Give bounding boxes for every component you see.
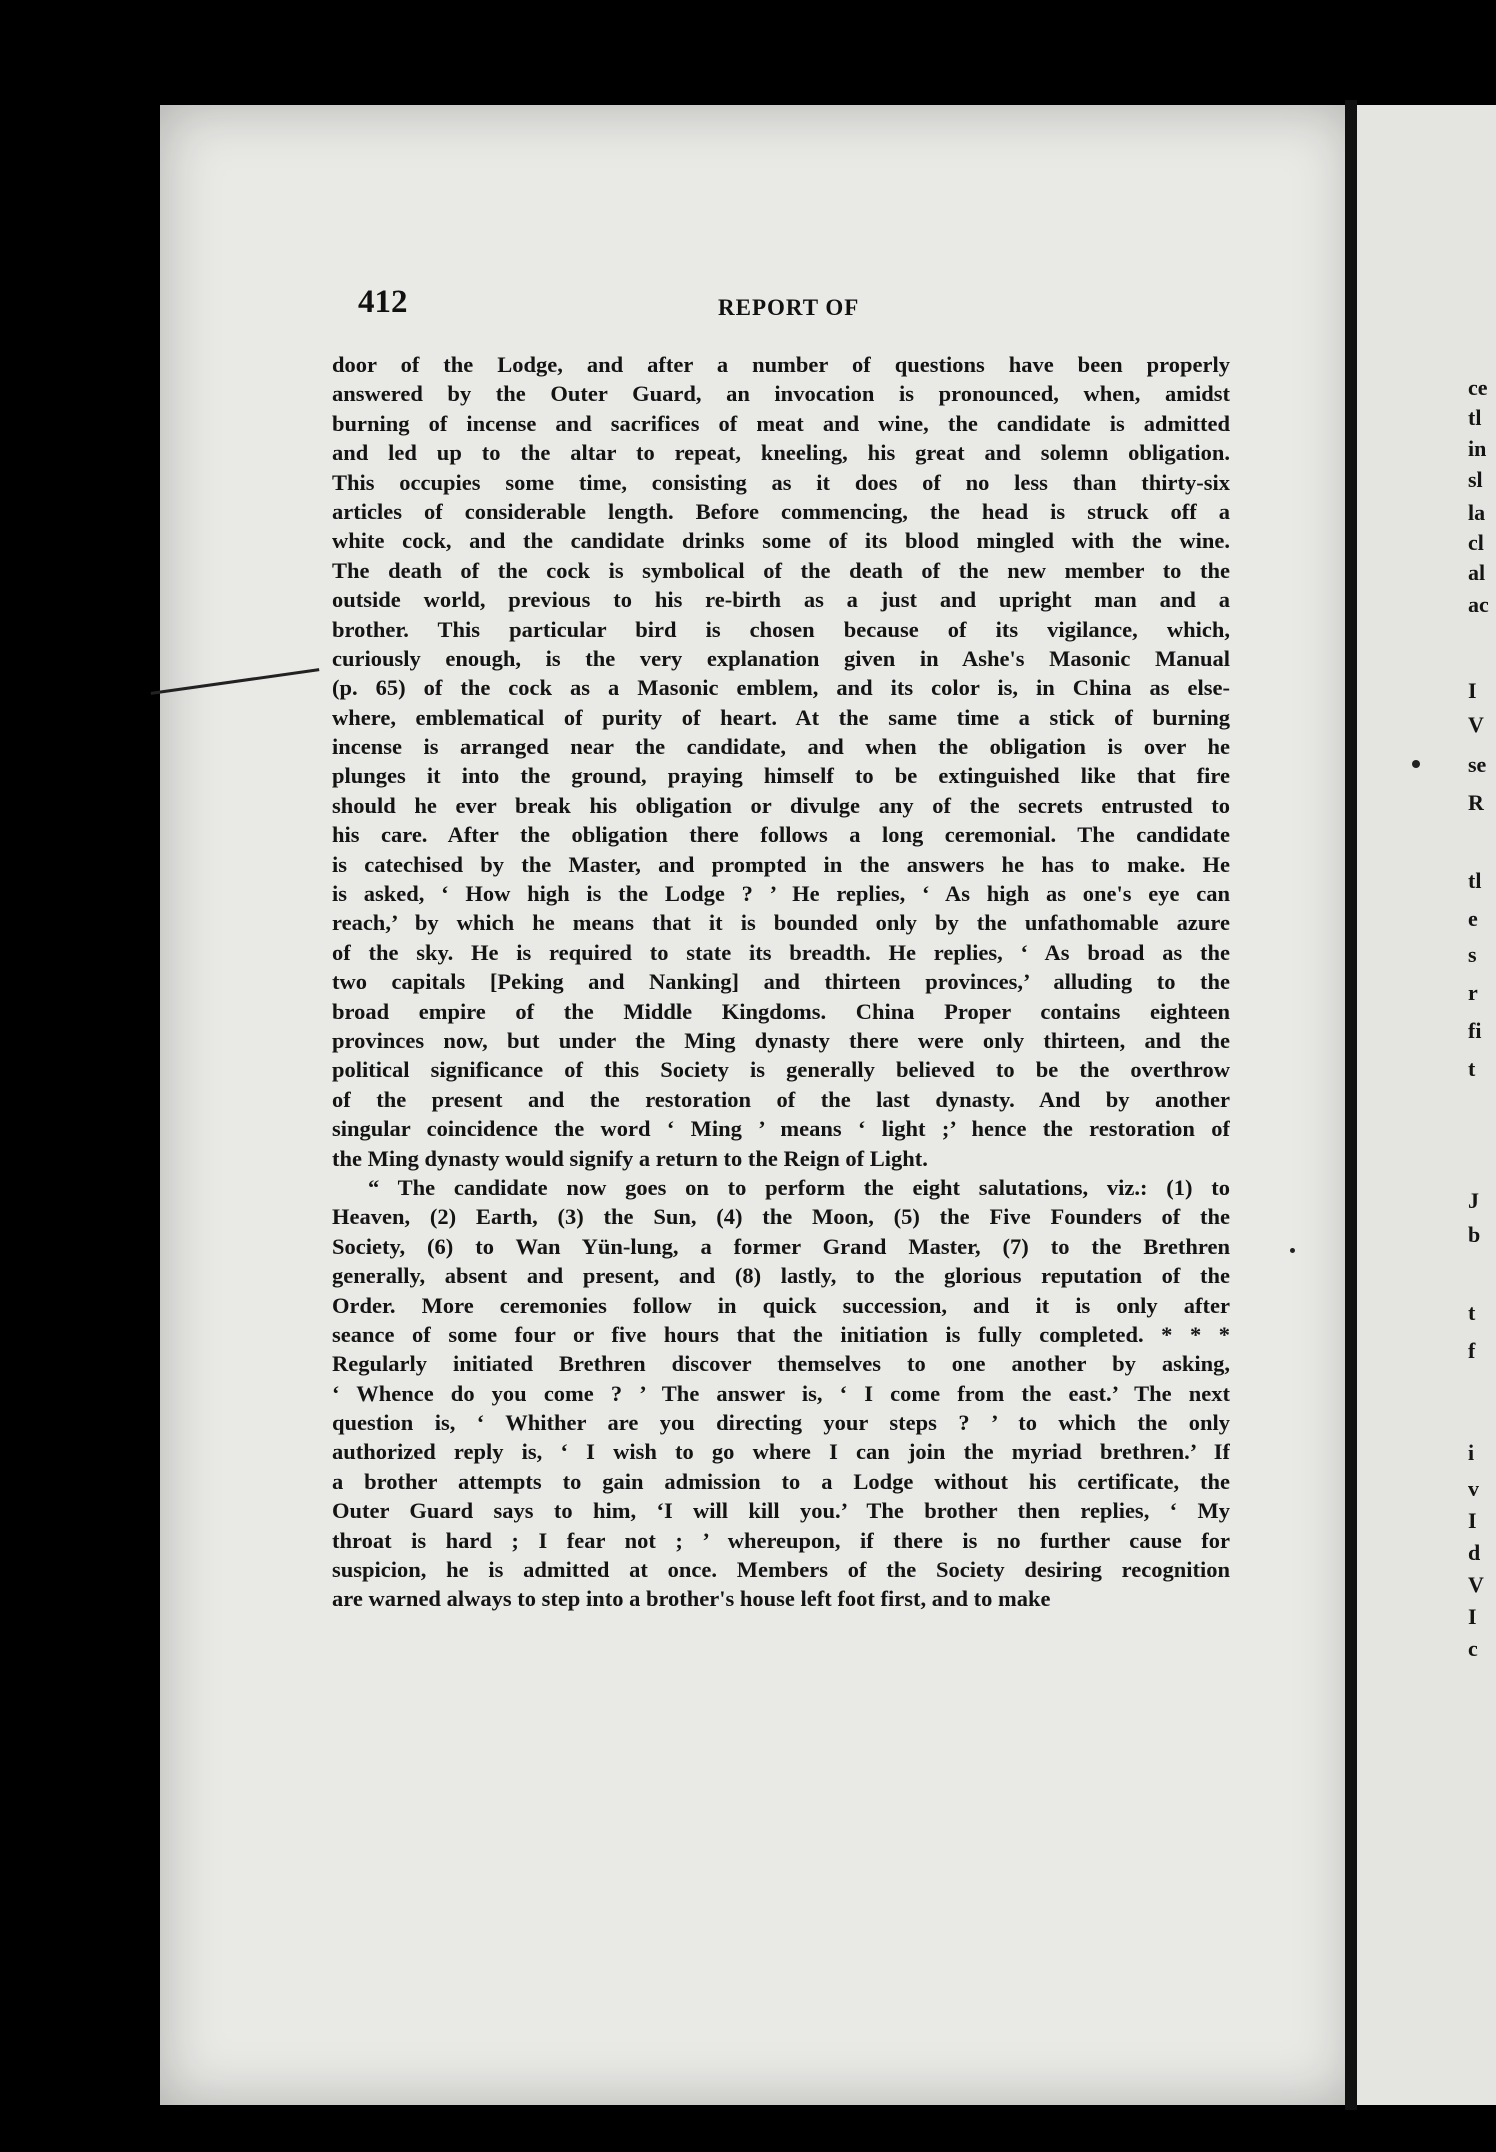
text-line: broad empire of the Middle Kingdoms. China Proper contains eighteen <box>332 998 1230 1024</box>
book-gutter <box>1345 100 1357 2110</box>
facing-page-fragment: f <box>1468 1338 1476 1363</box>
text-line: brother. This particular bird is chosen because of its vigilance, which, <box>332 616 1230 642</box>
body-text <box>332 350 1230 1614</box>
facing-page-fragment: t <box>1468 1056 1476 1081</box>
facing-page-fragment: tl <box>1468 405 1482 430</box>
text-line: ‘ Whence do you come ? ’ The answer is, ‘ I come from the east.’ The next <box>332 1380 1230 1406</box>
facing-page-fragment: ac <box>1468 592 1489 617</box>
facing-page-fragment: i <box>1468 1440 1475 1465</box>
facing-page-fragment: al <box>1468 560 1486 585</box>
text-line: Order. More ceremonies follow in quick succession, and it is only after <box>332 1292 1230 1318</box>
text-line: curiously enough, is the very explanation given in Ashe's Masonic Manual <box>332 645 1230 671</box>
text-line: singular coincidence the word ‘ Ming ’ means ‘ light ;’ hence the restoration of <box>332 1116 1230 1142</box>
scan-mark <box>1412 760 1420 768</box>
facing-page-fragment: r <box>1468 980 1478 1005</box>
facing-page-fragment: in <box>1468 436 1487 461</box>
facing-page-fragment: I <box>1468 678 1477 703</box>
facing-page-fragment: s <box>1468 942 1477 967</box>
running-head: REPORT OF <box>718 295 860 320</box>
facing-page-fragment: I <box>1468 1604 1477 1629</box>
text-line: Society, (6) to Wan Yün-lung, a former Grand Master, (7) to the Brethren <box>332 1233 1230 1259</box>
text-line: authorized reply is, ‘ I wish to go where I can join the myriad brethren.’ If <box>332 1439 1230 1465</box>
facing-page-fragments <box>1468 0 1496 2152</box>
page-header <box>358 284 1258 324</box>
text-line: Outer Guard says to him, ‘I will kill you.’ The brother then replies, ‘ My <box>332 1498 1230 1524</box>
text-line: and led up to the altar to repeat, kneeling, his great and solemn obligation. <box>332 440 1230 466</box>
text-line: The death of the cock is symbolical of the death of the new member to the <box>332 557 1230 583</box>
facing-page-fragment: tl <box>1468 868 1482 893</box>
text-line: where, emblematical of purity of heart. At the same time a stick of burning <box>332 704 1230 730</box>
facing-page-fragment: J <box>1468 1188 1479 1213</box>
text-line: “ The candidate now goes on to perform the eight salutations, viz.: (1) to <box>368 1174 1230 1200</box>
text-line: outside world, previous to his re-birth as a just and upright man and a <box>332 587 1230 613</box>
text-line: of the sky. He is required to state its breadth. He replies, ‘ As broad as the <box>332 939 1230 965</box>
text-line: are warned always to step into a brother's house left foot first, and to make <box>332 1586 1051 1612</box>
text-line: door of the Lodge, and after a number of questions have been properly <box>332 352 1230 377</box>
text-line: provinces now, but under the Ming dynasty there were only thirteen, and the <box>332 1027 1230 1053</box>
text-line: answered by the Outer Guard, an invocation is pronounced, when, amidst <box>332 381 1230 407</box>
facing-page-fragment: cl <box>1468 530 1484 555</box>
text-line: burning of incense and sacrifices of meat and wine, the candidate is admitted <box>332 410 1230 436</box>
text-line: two capitals [Peking and Nanking] and thirteen provinces,’ alluding to the <box>332 969 1230 995</box>
facing-page-fragment: t <box>1468 1300 1476 1325</box>
text-line: a brother attempts to gain admission to a Lodge without his certificate, the <box>332 1468 1230 1494</box>
text-line: incense is arranged near the candidate, and when the obligation is over he <box>332 734 1230 760</box>
text-line: articles of considerable length. Before commencing, the head is struck off a <box>332 498 1230 524</box>
facing-page-fragment: I <box>1468 1508 1477 1533</box>
text-line: generally, absent and present, and (8) lastly, to the glorious reputation of the <box>332 1263 1230 1289</box>
text-line: Regularly initiated Brethren discover themselves to one another by asking, <box>332 1351 1230 1377</box>
text-line: Heaven, (2) Earth, (3) the Sun, (4) the Moon, (5) the Five Founders of the <box>332 1204 1230 1230</box>
text-line: his care. After the obligation there follows a long ceremonial. The candidate <box>332 822 1230 848</box>
facing-page-fragment: c <box>1468 1636 1478 1661</box>
text-line: is asked, ‘ How high is the Lodge ? ’ He replies, ‘ As high as one's eye can <box>332 881 1230 907</box>
text-line: This occupies some time, consisting as it does of no less than thirty-six <box>332 469 1230 495</box>
facing-page-fragment: V <box>1468 712 1484 737</box>
text-line: plunges it into the ground, praying himself to be extinguished like that fire <box>332 763 1230 789</box>
scan-mark <box>1290 1248 1295 1253</box>
facing-page-fragment: V <box>1468 1572 1484 1597</box>
text-line: (p. 65) of the cock as a Masonic emblem, and its color is, in China as else- <box>332 675 1230 701</box>
text-line: question is, ‘ Whither are you directing your steps ? ’ to which the only <box>332 1410 1230 1436</box>
text-line: throat is hard ; I fear not ; ’ whereupon, if there is no further cause for <box>332 1527 1230 1553</box>
text-line: of the present and the restoration of the last dynasty. And by another <box>332 1086 1230 1112</box>
text-line: should he ever break his obligation or divulge any of the secrets entrusted to <box>332 792 1230 818</box>
text-line: seance of some four or five hours that the initiation is fully completed. * * * <box>332 1321 1230 1347</box>
facing-page-fragment: la <box>1468 500 1486 525</box>
facing-page-fragment: v <box>1468 1476 1479 1501</box>
text-line: white cock, and the candidate drinks some of its blood mingled with the wine. <box>332 528 1230 554</box>
facing-page-fragment: R <box>1468 790 1484 815</box>
facing-page-fragment: ce <box>1468 375 1488 400</box>
facing-page-fragment: e <box>1468 906 1478 931</box>
facing-page-fragment: se <box>1468 752 1487 777</box>
text-line: political significance of this Society is generally believed to be the overthrow <box>332 1057 1230 1083</box>
facing-page-fragment: fi <box>1468 1018 1482 1043</box>
facing-page-fragment: sl <box>1468 467 1483 492</box>
page-number: 412 <box>358 284 408 320</box>
facing-page-fragment: b <box>1468 1222 1481 1247</box>
facing-page-fragment: d <box>1468 1540 1481 1565</box>
text-line: is catechised by the Master, and prompted in the answers he has to make. He <box>332 851 1230 877</box>
text-line: the Ming dynasty would signify a return to the Reign of Light. <box>332 1145 928 1171</box>
text-line: reach,’ by which he means that it is bounded only by the unfathomable azure <box>332 910 1230 936</box>
text-line: suspicion, he is admitted at once. Members of the Society desiring recognition <box>332 1557 1230 1583</box>
